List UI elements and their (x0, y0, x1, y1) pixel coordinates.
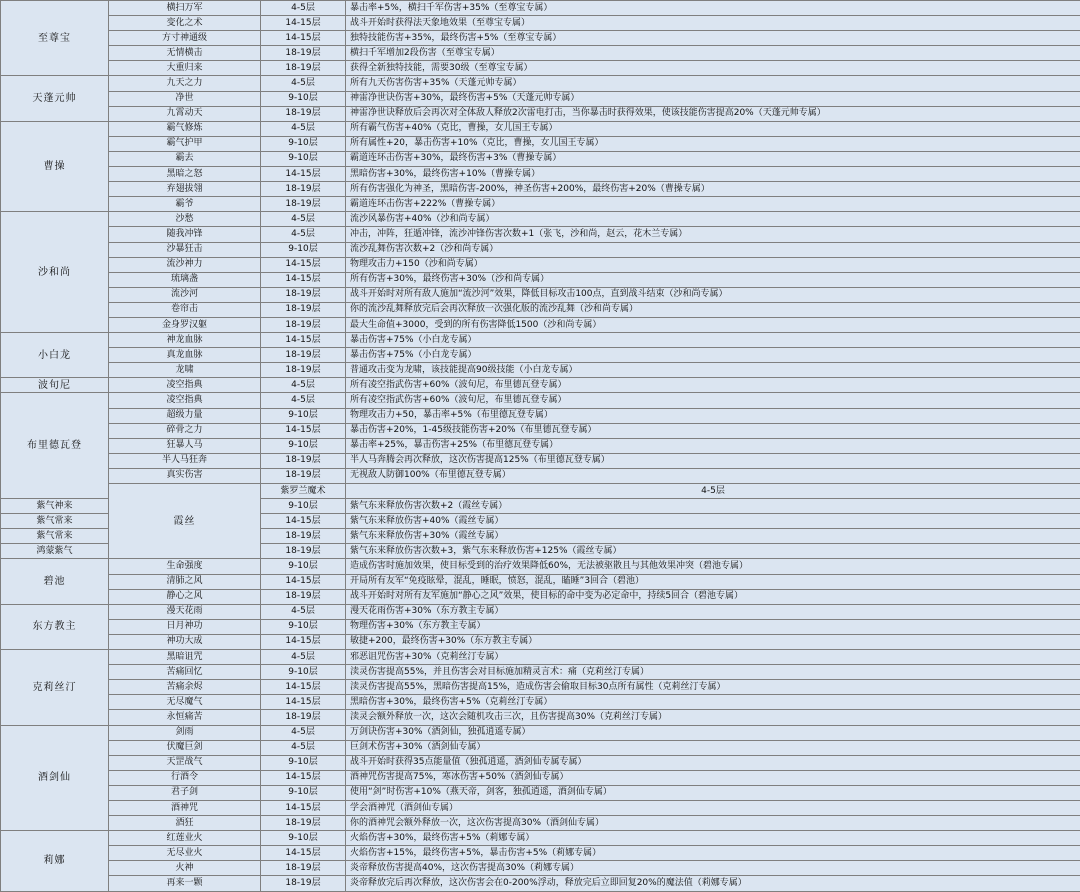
talent-name-cell: 天罡战气 (109, 755, 261, 770)
talent-name-cell: 神龙血脉 (109, 333, 261, 348)
talent-name-cell: 君子剑 (109, 785, 261, 800)
talent-name-cell: 火神 (109, 861, 261, 876)
talent-name-cell: 霸去 (109, 151, 261, 166)
level-range-cell: 18-19层 (261, 589, 346, 604)
level-range-cell: 9-10层 (261, 831, 346, 846)
talent-effect-cell: 霸道连环击伤害+222%（曹操专属） (346, 197, 1080, 212)
level-range-cell: 4-5层 (261, 76, 346, 91)
table-row (1, 755, 1080, 770)
talent-name-cell: 伏魔巨剑 (109, 740, 261, 755)
level-range-cell: 9-10层 (261, 136, 346, 151)
talent-effect-cell: 巨剑术伤害+30%（酒剑仙专属） (346, 740, 1080, 755)
level-range-cell: 4-5层 (261, 740, 346, 755)
talent-name-cell: 流沙神力 (109, 257, 261, 272)
table-row (1, 167, 1080, 182)
table-row (1, 589, 1080, 604)
talent-effect-cell: 所有九天伤害伤害+35%（天蓬元帅专属） (346, 76, 1080, 91)
talent-name-cell: 剑雨 (109, 725, 261, 740)
table-row (1, 619, 1080, 634)
table-row (1, 272, 1080, 287)
talent-name-cell: 神功大成 (109, 634, 261, 649)
level-range-cell: 9-10层 (261, 755, 346, 770)
talent-effect-cell: 物理伤害+30%（东方教主专属） (346, 619, 1080, 634)
level-range-cell: 14-15层 (261, 514, 346, 529)
table-row (1, 121, 1080, 136)
level-range-cell: 14-15层 (261, 167, 346, 182)
talent-name-cell: 再来一颗 (109, 876, 261, 891)
talent-effect-cell: 半人马奔腾会再次释放，这次伤害提高125%（布里德瓦登专属） (346, 453, 1080, 468)
talent-name-cell: 弃翅拔翎 (109, 182, 261, 197)
character-name-cell: 酒剑仙 (1, 725, 109, 831)
talent-name-cell: 无情横击 (109, 46, 261, 61)
talent-effect-cell: 流沙乱舞伤害次数+2（沙和尚专属） (346, 242, 1080, 257)
table-row (1, 861, 1080, 876)
talent-name-cell: 苦痛回忆 (109, 665, 261, 680)
table-row (1, 76, 1080, 91)
talent-effect-cell: 渎灵伤害提高55%，黑暗伤害提高15%，造成伤害会偷取目标30点所有属性（克莉丝汀专属） (346, 680, 1080, 695)
table-row (1, 634, 1080, 649)
table-row (1, 876, 1080, 891)
talent-table-body (1, 1, 1080, 892)
table-row (1, 46, 1080, 61)
talent-name-cell: 生命强度 (109, 559, 261, 574)
talent-name-cell: 横扫万军 (109, 1, 261, 16)
level-range-cell: 18-19层 (261, 876, 346, 891)
talent-effect-cell: 战斗开始时获得法天象地效果（至尊宝专属） (346, 16, 1080, 31)
level-range-cell: 18-19层 (261, 106, 346, 121)
level-range-cell: 4-5层 (261, 393, 346, 408)
character-name-cell: 波旬尼 (1, 378, 109, 393)
table-row (1, 302, 1080, 317)
level-range-cell: 9-10层 (261, 91, 346, 106)
level-range-cell: 9-10层 (261, 438, 346, 453)
table-row (1, 348, 1080, 363)
table-row (1, 16, 1080, 31)
level-range-cell: 14-15层 (261, 31, 346, 46)
table-row (1, 574, 1080, 589)
talent-name-cell: 净世 (109, 91, 261, 106)
talent-name-cell: 永恒痛苦 (109, 710, 261, 725)
talent-name-cell: 流沙河 (109, 287, 261, 302)
table-row (1, 423, 1080, 438)
talent-effect-cell: 最大生命值+3000，受到的所有伤害降低1500（沙和尚专属） (346, 317, 1080, 332)
table-row (1, 665, 1080, 680)
level-range-cell: 9-10层 (261, 619, 346, 634)
talent-effect-cell: 无视敌人防御100%（布里德瓦登专属） (346, 468, 1080, 483)
talent-name-cell: 沙暴狂击 (109, 242, 261, 257)
level-range-cell: 18-19层 (261, 197, 346, 212)
talent-effect-cell: 你的酒神咒会额外释放一次，这次伤害提高30%（酒剑仙专属） (346, 816, 1080, 831)
character-name-cell: 布里德瓦登 (1, 393, 109, 499)
talent-name-cell: 清肺之风 (109, 574, 261, 589)
table-row (1, 61, 1080, 76)
level-range-cell: 14-15层 (261, 423, 346, 438)
character-name-cell: 碧池 (1, 559, 109, 604)
talent-name-cell: 琉璃盏 (109, 272, 261, 287)
table-row (1, 227, 1080, 242)
talent-effect-cell: 紫气东来释放伤害次数+2（霞丝专属） (346, 499, 1080, 514)
talent-effect-cell: 紫气东来释放伤害+40%（霞丝专属） (346, 514, 1080, 529)
talent-effect-cell: 造成伤害时施加效果，使目标受到的治疗效果降低60%，无法被驱散且与其他效果冲突（碧池专属） (346, 559, 1080, 574)
table-row (1, 831, 1080, 846)
level-range-cell: 4-5层 (346, 484, 1080, 499)
character-name-cell: 曹操 (1, 121, 109, 212)
level-range-cell: 18-19层 (261, 861, 346, 876)
talent-effect-cell: 所有属性+20，暴击伤害+10%（克比，曹操，女儿国王专属） (346, 136, 1080, 151)
level-range-cell: 14-15层 (261, 272, 346, 287)
table-row (1, 468, 1080, 483)
talent-effect-cell: 所有凌空指武伤害+60%（波旬尼，布里德瓦登专属） (346, 378, 1080, 393)
table-row (1, 333, 1080, 348)
talent-name-cell: 方寸神通级 (109, 31, 261, 46)
talent-name-cell: 真实伤害 (109, 468, 261, 483)
table-row (1, 559, 1080, 574)
level-range-cell: 4-5层 (261, 1, 346, 16)
level-range-cell: 14-15层 (261, 257, 346, 272)
talent-name-cell: 紫气常来 (1, 529, 109, 544)
level-range-cell: 14-15层 (261, 16, 346, 31)
character-name-cell: 小白龙 (1, 333, 109, 378)
talent-name-cell: 半人马狂奔 (109, 453, 261, 468)
talent-name-cell: 真龙血脉 (109, 348, 261, 363)
level-range-cell: 4-5层 (261, 212, 346, 227)
table-row (1, 91, 1080, 106)
talent-effect-cell: 神雷净世诀伤害+30%，最终伤害+5%（天蓬元帅专属） (346, 91, 1080, 106)
level-range-cell: 18-19层 (261, 529, 346, 544)
talent-effect-cell: 战斗开始时对所有友军施加“静心之风”效果，使目标的命中变为必定命中，持续5回合（碧池专属） (346, 589, 1080, 604)
level-range-cell: 18-19层 (261, 182, 346, 197)
talent-effect-cell: 所有伤害强化为神圣，黑暗伤害-200%，神圣伤害+200%，最终伤害+20%（曹操专属） (346, 182, 1080, 197)
level-range-cell: 14-15层 (261, 846, 346, 861)
talent-effect-cell: 使用“剑”时伤害+10%（燕天帝，剑客，独孤逍遥，酒剑仙专属） (346, 785, 1080, 800)
talent-name-cell: 紫气神来 (1, 499, 109, 514)
talent-effect-cell: 邪恶诅咒伤害+30%（克莉丝汀专属） (346, 650, 1080, 665)
talent-effect-cell: 物理攻击力+150（沙和尚专属） (346, 257, 1080, 272)
character-name-cell: 霞丝 (109, 484, 261, 559)
talent-effect-cell: 战斗开始时对所有敌人施加“流沙河”效果，降低目标攻击100点，直到战斗结束（沙和尚专属） (346, 287, 1080, 302)
talent-name-cell: 沙愁 (109, 212, 261, 227)
talent-name-cell: 九天之力 (109, 76, 261, 91)
table-row (1, 1, 1080, 16)
level-range-cell: 18-19层 (261, 317, 346, 332)
level-range-cell: 18-19层 (261, 61, 346, 76)
character-name-cell: 沙和尚 (1, 212, 109, 333)
talent-name-cell: 紫罗兰魔术 (261, 484, 346, 499)
talent-name-cell: 超级力量 (109, 408, 261, 423)
character-name-cell: 至尊宝 (1, 1, 109, 76)
level-range-cell: 18-19层 (261, 302, 346, 317)
talent-name-cell: 酒神咒 (109, 800, 261, 815)
table-row (1, 438, 1080, 453)
level-range-cell: 4-5层 (261, 121, 346, 136)
talent-effect-cell: 流沙风暴伤害+40%（沙和尚专属） (346, 212, 1080, 227)
table-row (1, 695, 1080, 710)
level-range-cell: 9-10层 (261, 665, 346, 680)
level-range-cell: 4-5层 (261, 378, 346, 393)
table-row (1, 242, 1080, 257)
level-range-cell: 18-19层 (261, 710, 346, 725)
level-range-cell: 4-5层 (261, 725, 346, 740)
talent-effect-cell: 所有霸气伤害+40%（克比，曹操，女儿国王专属） (346, 121, 1080, 136)
talent-name-cell: 凌空指典 (109, 393, 261, 408)
level-range-cell: 14-15层 (261, 770, 346, 785)
table-row (1, 31, 1080, 46)
table-row (1, 363, 1080, 378)
level-range-cell: 18-19层 (261, 468, 346, 483)
talent-effect-cell: 学会酒神咒（酒剑仙专属） (346, 800, 1080, 815)
talent-effect-cell: 暴击伤害+75%（小白龙专属） (346, 348, 1080, 363)
table-row (1, 287, 1080, 302)
table-row (1, 106, 1080, 121)
table-row (1, 650, 1080, 665)
level-range-cell: 14-15层 (261, 800, 346, 815)
level-range-cell: 18-19层 (261, 348, 346, 363)
table-row (1, 710, 1080, 725)
talent-name-cell: 红莲业火 (109, 831, 261, 846)
talent-effect-cell: 紫气东来释放伤害+30%（霞丝专属） (346, 529, 1080, 544)
table-row (1, 816, 1080, 831)
talent-effect-cell: 酒神咒伤害提高75%，寒冰伤害+50%（酒剑仙专属） (346, 770, 1080, 785)
level-range-cell: 14-15层 (261, 680, 346, 695)
talent-name-cell: 九霄动天 (109, 106, 261, 121)
talent-name-cell: 黑暗诅咒 (109, 650, 261, 665)
talent-effect-cell: 暴击率+5%，横扫千军伤害+35%（至尊宝专属） (346, 1, 1080, 16)
level-range-cell: 9-10层 (261, 151, 346, 166)
character-name-cell: 东方教主 (1, 604, 109, 649)
talent-name-cell: 随我冲锋 (109, 227, 261, 242)
talent-name-cell: 龙啸 (109, 363, 261, 378)
table-row (1, 393, 1080, 408)
talent-name-cell: 无尽业火 (109, 846, 261, 861)
talent-effect-cell: 暴击伤害+75%（小白龙专属） (346, 333, 1080, 348)
talent-effect-cell: 火焰伤害+15%，最终伤害+5%，暴击伤害+5%（莉娜专属） (346, 846, 1080, 861)
talent-name-cell: 碎骨之力 (109, 423, 261, 438)
talent-effect-cell: 横扫千军增加2段伤害（至尊宝专属） (346, 46, 1080, 61)
table-row (1, 800, 1080, 815)
table-row (1, 378, 1080, 393)
talent-name-cell: 酒狂 (109, 816, 261, 831)
talent-effect-cell: 所有凌空指武伤害+60%（波旬尼，布里德瓦登专属） (346, 393, 1080, 408)
table-row (1, 317, 1080, 332)
level-range-cell: 14-15层 (261, 695, 346, 710)
level-range-cell: 14-15层 (261, 333, 346, 348)
talent-effect-cell: 黑暗伤害+30%，最终伤害+5%（克莉丝汀专属） (346, 695, 1080, 710)
talent-effect-cell: 黑暗伤害+30%，最终伤害+10%（曹操专属） (346, 167, 1080, 182)
table-row (1, 197, 1080, 212)
talent-effect-cell: 炎帝释放伤害提高40%，这次伤害提高30%（莉娜专属） (346, 861, 1080, 876)
level-range-cell: 14-15层 (261, 574, 346, 589)
table-row (1, 151, 1080, 166)
table-row (1, 770, 1080, 785)
talent-name-cell: 霸爷 (109, 197, 261, 212)
talent-name-cell: 凌空指典 (109, 378, 261, 393)
table-row (1, 785, 1080, 800)
level-range-cell: 18-19层 (261, 544, 346, 559)
table-row (1, 846, 1080, 861)
talent-effect-cell: 万剑诀伤害+30%（酒剑仙，独孤逍遥专属） (346, 725, 1080, 740)
level-range-cell: 4-5层 (261, 227, 346, 242)
talent-name-cell: 大重归来 (109, 61, 261, 76)
talent-name-cell: 鸿蒙紫气 (1, 544, 109, 559)
talent-name-cell: 苦痛余烬 (109, 680, 261, 695)
talent-name-cell: 变化之术 (109, 16, 261, 31)
talent-effect-cell: 霸道连环击伤害+30%，最终伤害+3%（曹操专属） (346, 151, 1080, 166)
talent-name-cell: 黑暗之怒 (109, 167, 261, 182)
table-row (1, 408, 1080, 423)
level-range-cell: 4-5层 (261, 604, 346, 619)
talent-name-cell: 漫天花雨 (109, 604, 261, 619)
talent-effect-cell: 冲击，冲阵，狂遁冲锋，流沙冲锋伤害次数+1（张飞，沙和尚，赵云，花木兰专属） (346, 227, 1080, 242)
table-row (1, 740, 1080, 755)
level-range-cell: 4-5层 (261, 650, 346, 665)
table-row (1, 604, 1080, 619)
table-row (1, 484, 1080, 499)
talent-effect-cell: 你的流沙乱舞释放完后会再次释放一次强化版的流沙乱舞（沙和尚专属） (346, 302, 1080, 317)
talent-effect-cell: 暴击率+25%，暴击伤害+25%（布里德瓦登专属） (346, 438, 1080, 453)
talent-name-cell: 日月神功 (109, 619, 261, 634)
talent-name-cell: 狂暴人马 (109, 438, 261, 453)
talent-name-cell: 无尽魔气 (109, 695, 261, 710)
talent-effect-cell: 获得全新独特技能，需要30级（至尊宝专属） (346, 61, 1080, 76)
talent-effect-cell: 独特技能伤害+35%，最终伤害+5%（至尊宝专属） (346, 31, 1080, 46)
level-range-cell: 18-19层 (261, 287, 346, 302)
talent-effect-cell: 所有伤害+30%，最终伤害+30%（沙和尚专属） (346, 272, 1080, 287)
level-range-cell: 9-10层 (261, 785, 346, 800)
level-range-cell: 9-10层 (261, 559, 346, 574)
talent-effect-cell: 敏捷+200，最终伤害+30%（东方教主专属） (346, 634, 1080, 649)
table-row (1, 257, 1080, 272)
talent-name-cell: 静心之风 (109, 589, 261, 604)
table-row (1, 182, 1080, 197)
level-range-cell: 18-19层 (261, 453, 346, 468)
table-row (1, 136, 1080, 151)
table-row (1, 212, 1080, 227)
level-range-cell: 18-19层 (261, 46, 346, 61)
table-row (1, 725, 1080, 740)
level-range-cell: 18-19层 (261, 363, 346, 378)
level-range-cell: 14-15层 (261, 634, 346, 649)
talent-effect-cell: 神雷净世诀释放后会再次对全体敌人释放2次雷电打击，当你暴击时获得效果，使该技能伤害提高20%（天蓬元帅专属） (346, 106, 1080, 121)
character-name-cell: 克莉丝汀 (1, 650, 109, 725)
talent-effect-cell: 渎灵会额外释放一次，这次会随机攻击三次，且伤害提高30%（克莉丝汀专属） (346, 710, 1080, 725)
character-name-cell: 天蓬元帅 (1, 76, 109, 121)
talent-effect-cell: 渎灵伤害提高55%，并且伤害会对目标施加精灵言术：痛（克莉丝汀专属） (346, 665, 1080, 680)
level-range-cell: 9-10层 (261, 499, 346, 514)
talent-name-cell: 行酒令 (109, 770, 261, 785)
character-name-cell: 莉娜 (1, 831, 109, 891)
table-row (1, 453, 1080, 468)
talent-effect-cell: 物理攻击力+50，暴击率+5%（布里德瓦登专属） (346, 408, 1080, 423)
talent-effect-cell: 漫天花雨伤害+30%（东方教主专属） (346, 604, 1080, 619)
table-row (1, 680, 1080, 695)
talent-effect-cell: 紫气东来释放伤害次数+3，紫气东来释放伤害+125%（霞丝专属） (346, 544, 1080, 559)
talent-name-cell: 卷帘击 (109, 302, 261, 317)
talent-effect-cell: 开局所有友军“免疫眩晕，混乱，睡眠，愤怒，混乱，瞌睡”3回合（碧池） (346, 574, 1080, 589)
talent-name-cell: 金身罗汉躯 (109, 317, 261, 332)
talent-effect-cell: 普通攻击变为龙啸，该技能提高90级技能（小白龙专属） (346, 363, 1080, 378)
level-range-cell: 9-10层 (261, 408, 346, 423)
talent-effect-cell: 炎帝释放完后再次释放，这次伤害会在0-200%浮动，释放完后立即回复20%的魔法值（莉娜专属） (346, 876, 1080, 891)
level-range-cell: 18-19层 (261, 816, 346, 831)
talent-effect-cell: 战斗开始时获得35点能量值（独孤逍遥，酒剑仙专属专属） (346, 755, 1080, 770)
talent-name-cell: 霸气修炼 (109, 121, 261, 136)
talent-name-cell: 紫气常来 (1, 514, 109, 529)
level-range-cell: 9-10层 (261, 242, 346, 257)
talent-name-cell: 霸气护甲 (109, 136, 261, 151)
talent-effect-cell: 暴击伤害+20%，1-45级技能伤害+20%（布里德瓦登专属） (346, 423, 1080, 438)
talent-effect-cell: 火焰伤害+30%，最终伤害+5%（莉娜专属） (346, 831, 1080, 846)
